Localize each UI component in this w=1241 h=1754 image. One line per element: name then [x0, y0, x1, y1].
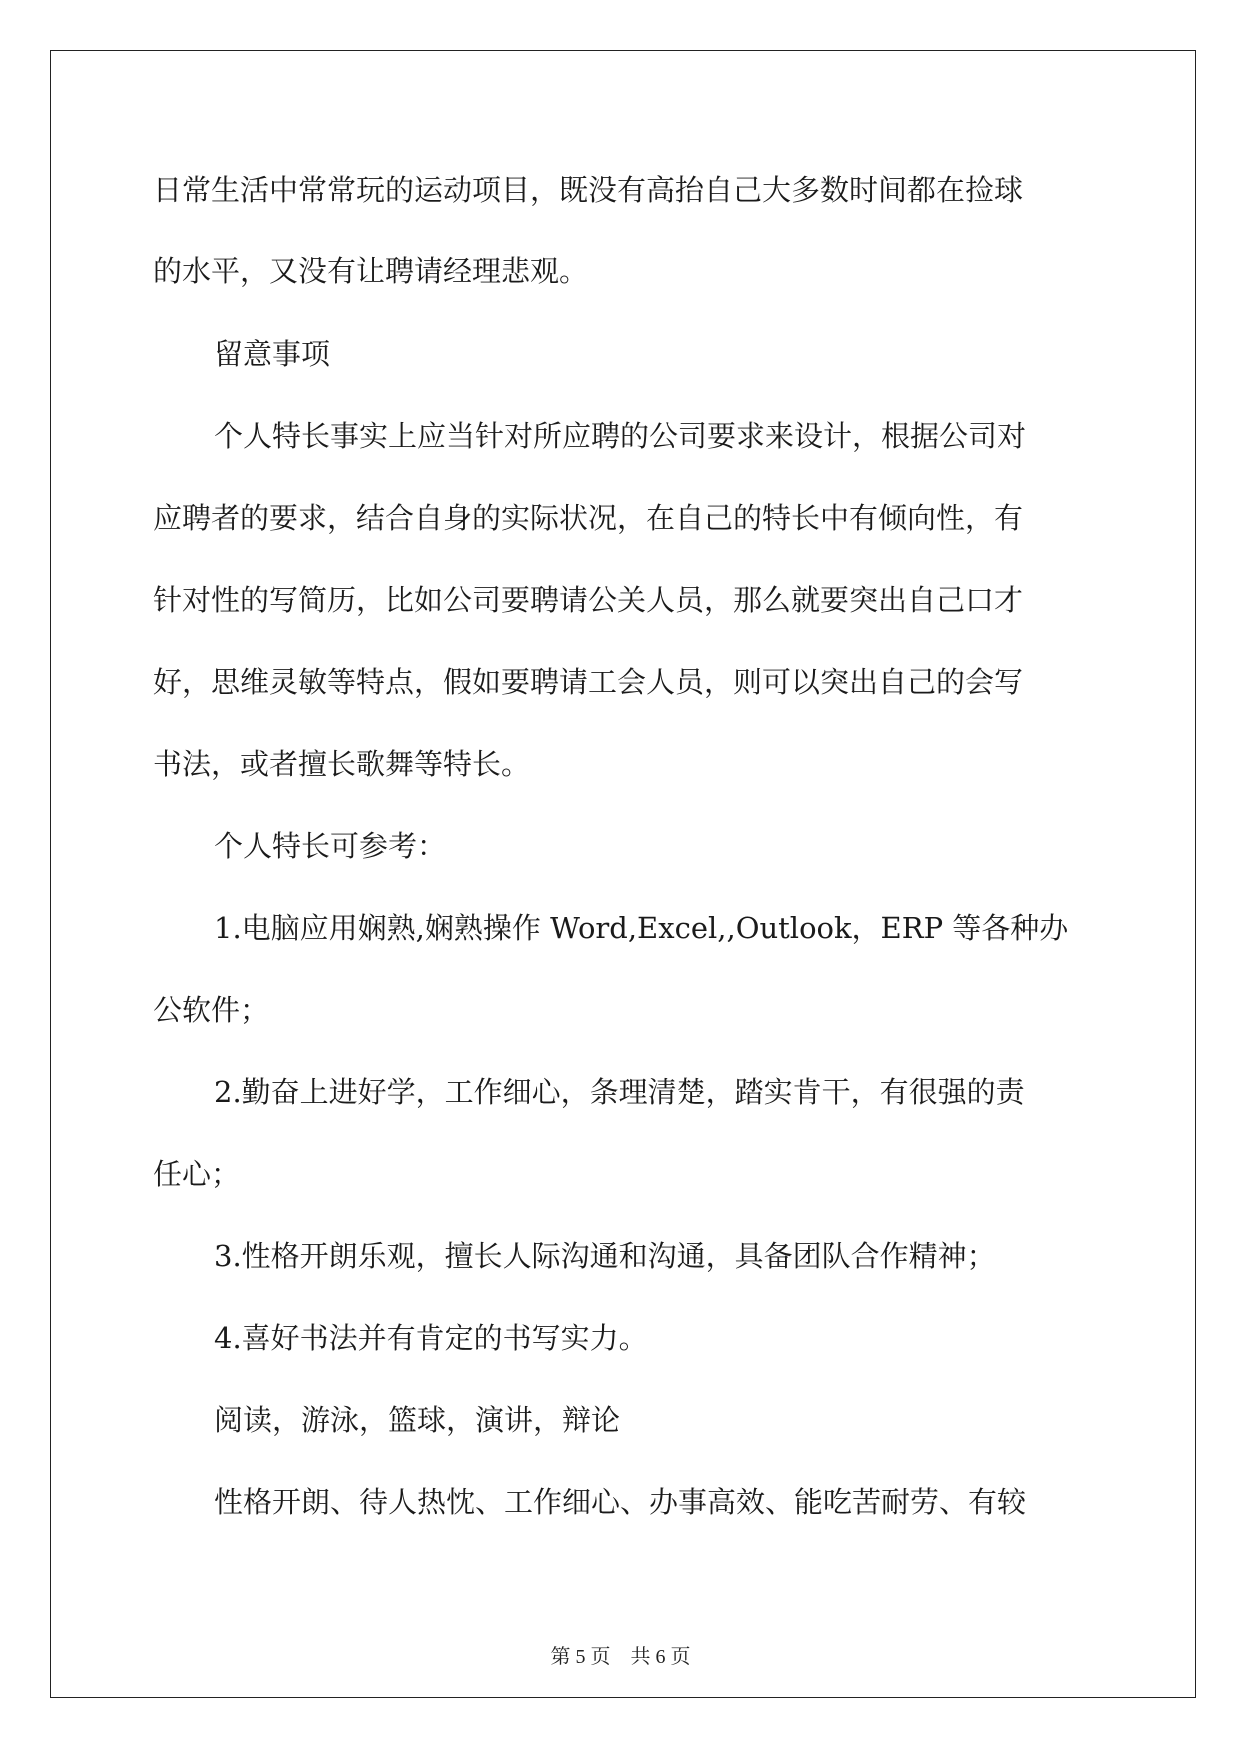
text-line: 公软件；	[153, 993, 270, 1027]
text-line: 任心；	[153, 1157, 241, 1191]
text-line: 书法，或者擅长歌舞等特长。	[153, 747, 531, 781]
text-line: 性格开朗、待人热忱、工作细心、办事高效、能吃苦耐劳、有较	[214, 1485, 1027, 1519]
list-item: 4.喜好书法并有肯定的书写实力。	[214, 1321, 648, 1355]
text-line: 日常生活中常常玩的运动项目，既没有高抬自己大多数时间都在捡球	[153, 173, 1024, 207]
text-line: 的水平，又没有让聘请经理悲观。	[153, 254, 589, 288]
text-line: 阅读，游泳，篮球，演讲，辩论	[214, 1403, 621, 1437]
text-line: 个人特长事实上应当针对所应聘的公司要求来设计，根据公司对	[214, 419, 1027, 453]
text-line: 针对性的写简历，比如公司要聘请公关人员，那么就要突出自己口才	[153, 583, 1024, 617]
list-item: 2.勤奋上进好学，工作细心，条理清楚，踏实肯干，有很强的责	[214, 1075, 1025, 1109]
page-border	[50, 50, 1196, 1698]
text-line: 好，思维灵敏等特点，假如要聘请工会人员，则可以突出自己的会写	[153, 665, 1024, 699]
list-item: 1.电脑应用娴熟,娴熟操作 Word,Excel,,Outlook，ERP 等各种办	[214, 911, 1069, 945]
section-heading: 留意事项	[214, 337, 331, 371]
page-footer: 第 5 页 共 6 页	[550, 1646, 691, 1668]
text-line: 应聘者的要求，结合自身的实际状况，在自己的特长中有倾向性，有	[153, 501, 1024, 535]
text-line: 个人特长可参考：	[214, 829, 447, 863]
list-item: 3.性格开朗乐观，擅长人际沟通和沟通，具备团队合作精神；	[214, 1239, 996, 1273]
